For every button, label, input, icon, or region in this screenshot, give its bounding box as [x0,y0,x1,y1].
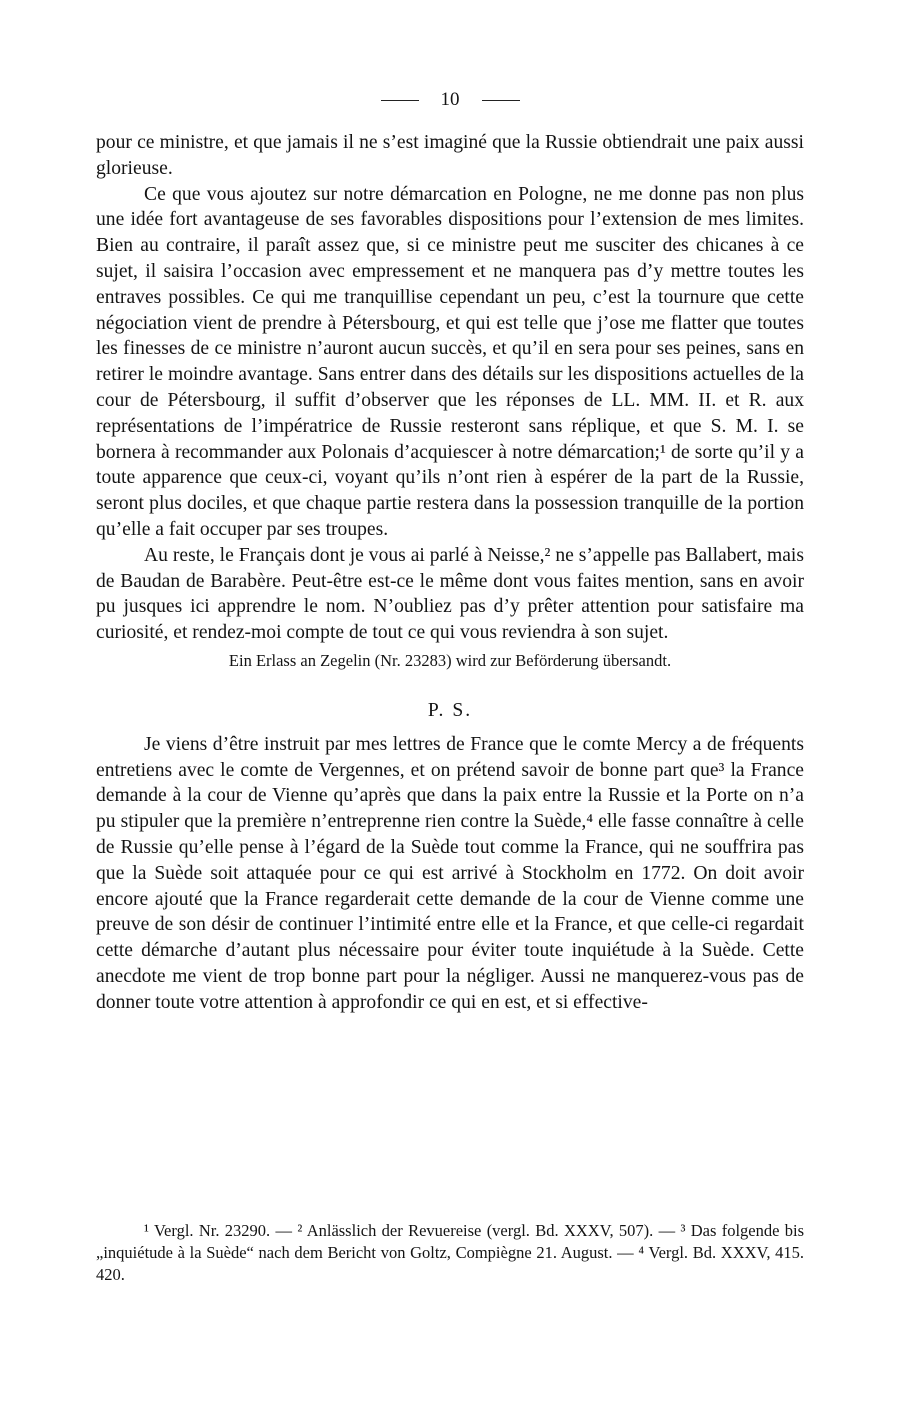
page-number: 10 [440,89,460,110]
dispatch-note: Ein Erlass an Zegelin (Nr. 23283) wird zur Beförderung übersandt. [228,650,672,670]
right-rule [482,100,520,101]
footnotes [96,1220,804,1286]
postscript-heading: P. S. [427,699,473,721]
page-header [0,88,900,112]
paragraph-continuation: pour ce ministre, et que jamais il ne s’est imaginé que la Russie obtiendrait une paix aussi glorieuse. [96,132,804,179]
paragraph-demarcation: Ce que vous ajoutez sur notre démarcation en Pologne, ne me donne pas non plus une idée fort avantageuse de ses favorables dispositions pour l’extension de mes limites. Bien au contraire, il paraît assez que, si ce ministre peut me susciter des chicanes à ce sujet, il saisira l’occasion avec empressement et ne manquera pas d’y mettre toutes les entraves possibles. Ce qui me tranquillise cependant un peu, c’est la tournure que cette négociation vient de prendre à Pétersbourg, et qui est telle que j’ose me flatter que toutes les finesses de ce ministre n’auront aucun succès, et qu’il en sera pour ses peines, sans en retirer le moindre avantage. Sans entrer dans des détails sur les dispositions actuelles de la cour de Pétersbourg, il suffit d’observer que les réponses de LL. MM. II. et R. aux représentations de l’impératrice de Russie resteront sans réplique, et que S. M. I. se bornera à recommander aux Polonais d’acquiescer à notre démarcation;¹ de sorte qu’il y a toute apparence que ceux-ci, voyant qu’ils n’ont rien à espérer de la part de la Russie, seront plus dociles, et que chaque partie restera dans la possession tranquille de la portion qu’elle a fait occuper par ses troupes. [96,183,804,540]
paragraph-postscript: Je viens d’être instruit par mes lettres de France que le comte Mercy a de fréquents entretiens avec le comte de Vergennes, et on prétend savoir de bonne part que³ la France demande à la cour de Vienne qu’après que dans la paix entre la Russie et la Porte on n’a pu stipuler que la première n’entreprenne rien contre la Suède,⁴ elle fasse connaître à celle de Russie qu’elle pense à l’égard de la Suède tout comme la France, qui ne souffrira pas que la Suède soit attaquée pour ce qui est arrivé à Stockholm en 1772. On doit avoir encore ajouté que la France regarderait cette demande de la cour de Vienne comme une preuve de son désir de continuer l’intimité entre elle et la France, et que celle-ci regardait cette démarche d’autant plus nécessaire pour éviter toute inquiétude à la Suède. Cette anecdote me vient de trop bonne part pour la négliger. Aussi ne manquerez-vous pas de donner toute votre attention à approfondir ce qui en est, et si effective- [96,733,804,1013]
main-text [96,130,804,1016]
left-rule [381,100,419,101]
footnote-text: ¹ Vergl. Nr. 23290. — ² Anlässlich der Revuereise (vergl. Bd. XXXV, 507). — ³ Das folgende bis „inquiétude à la Suède“ nach dem Bericht von Goltz, Compiègne 21. August. — ⁴ Vergl. Bd. XXXV, 415. 420. [96,1221,804,1284]
paragraph-frenchman: Au reste, le Français dont je vous ai parlé à Neisse,² ne s’appelle pas Ballabert, mais de Baudan de Barabère. Peut-être est-ce le même dont vous faites mention, sans en avoir pu jusques ici apprendre le nom. N’oubliez pas d’y prêter attention pour satisfaire ma curiosité, et rendez-moi compte de tout ce qui vous reviendra à son sujet. [96,544,804,644]
